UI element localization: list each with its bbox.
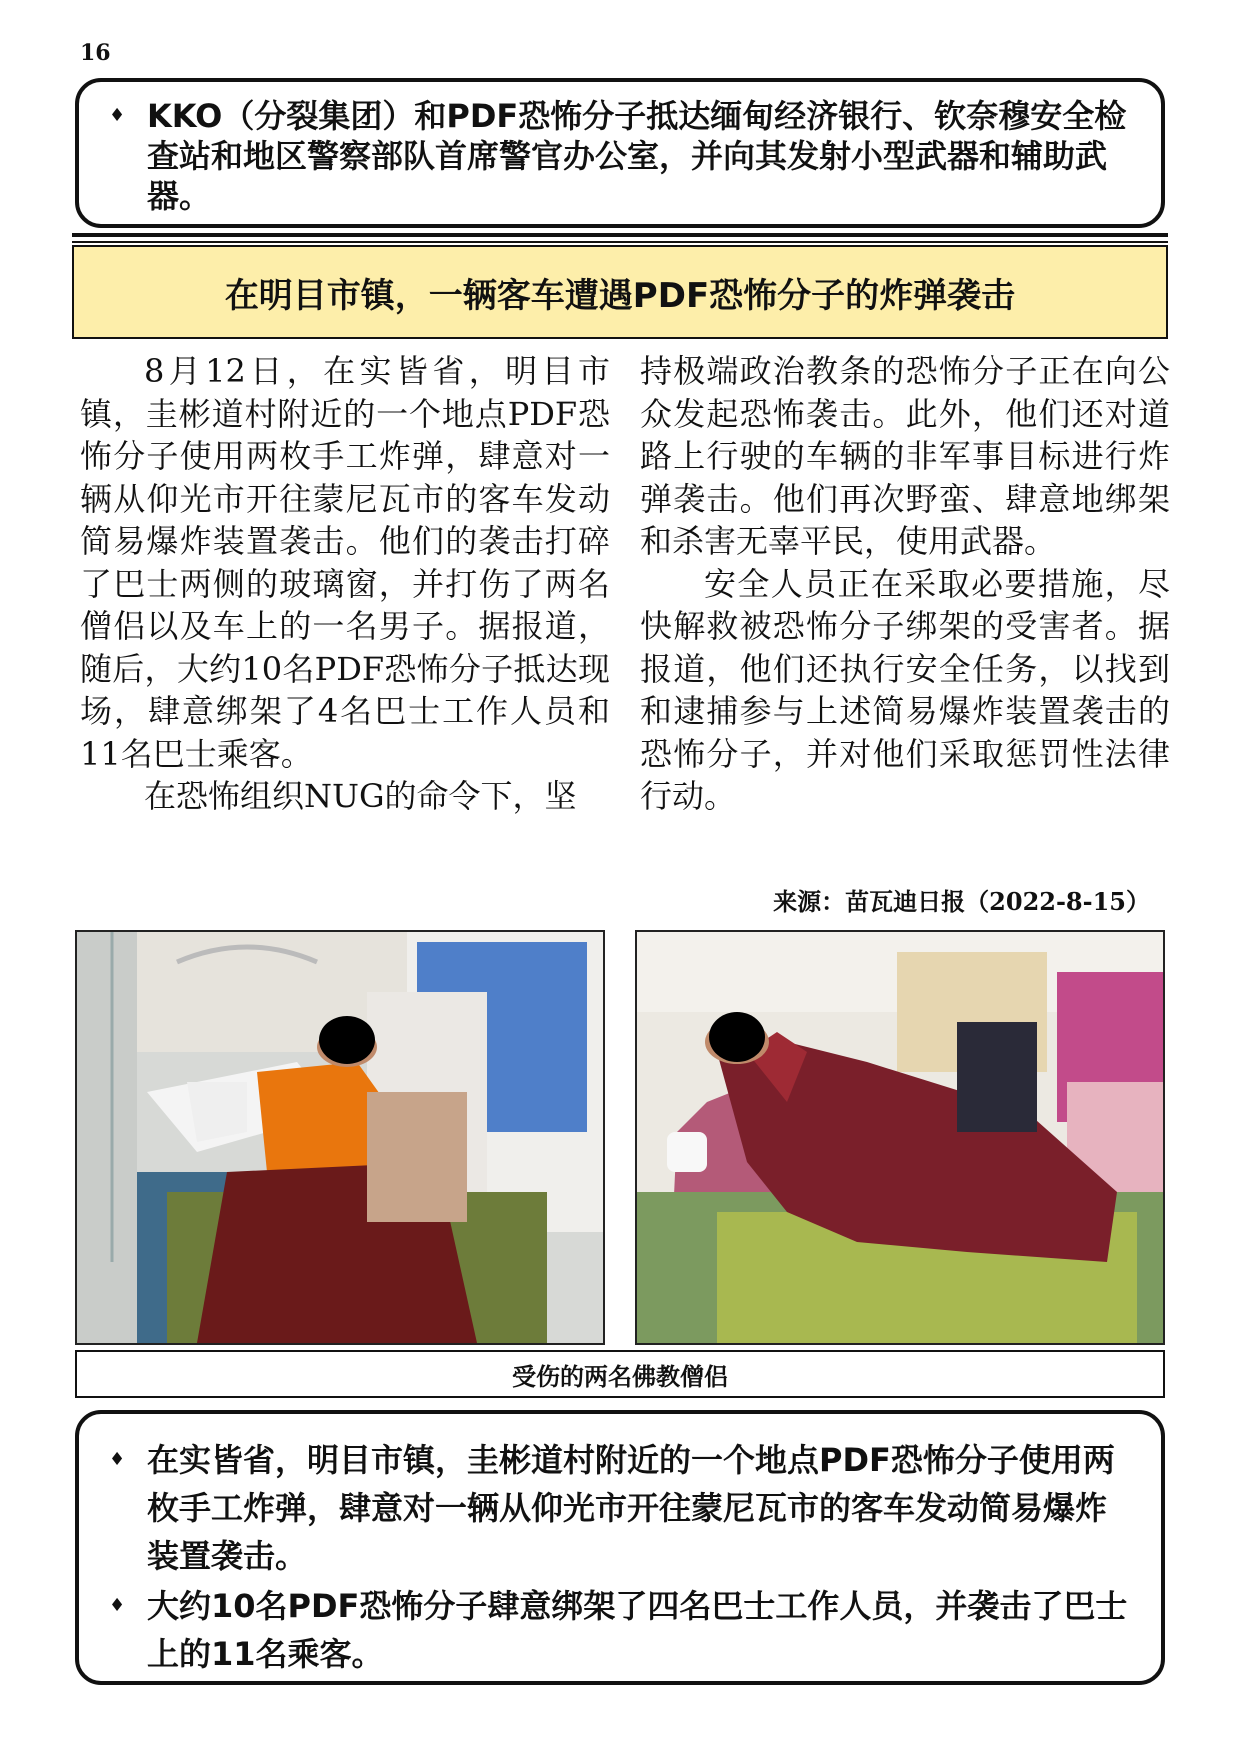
bullet-text: 在实皆省，明目市镇，圭彬道村附近的一个地点PDF恐怖分子使用两枚手工炸弹，肆意对一辆从仰光市开往蒙尼瓦市的客车发动简易爆炸装置袭击。 [147,1441,1115,1575]
article-column-right [640,350,1170,818]
article-headline: 在明目市镇，一辆客车遭遇PDF恐怖分子的炸弹袭击 [72,245,1168,339]
divider-thin [72,241,1168,243]
article-paragraph: 持极端政治教条的恐怖分子正在向公众发起恐怖袭击。此外，他们还对道路上行驶的车辆的非军事目标进行炸弹袭击。他们再次野蛮、肆意地绑架和杀害无辜平民，使用武器。 [640,352,1170,560]
photo-injured-monk-1 [75,930,605,1345]
summary-box-top [75,78,1165,228]
bullet-item [109,1582,1131,1678]
article-paragraph: 安全人员正在采取必要措施，尽快解救被恐怖分子绑架的受害者。据报道，他们还执行安全任务，以找到和逮捕参与上述简易爆炸装置袭击的恐怖分子，并对他们采取惩罚性法律行动。 [640,564,1170,815]
divider-thick [72,233,1168,237]
article-paragraph: 在恐怖组织NUG的命令下，坚 [144,777,577,815]
diamond-bullet-icon: ♦ [109,1449,126,1470]
article-paragraph: 8月12日，在实皆省，明目市镇，圭彬道村附近的一个地点PDF恐怖分子使用两枚手工炸弹，肆意对一辆从仰光市开往蒙尼瓦市的客车发动简易爆炸装置袭击。他们的袭击打碎了巴士两侧的玻璃窗，并打伤了两名僧侣以及车上的一名男子。据报道，随后，大约10名PDF恐怖分子抵达现场，肆意绑架了4名巴士工作人员和11名巴士乘客。 [80,352,610,773]
bullet-item [109,1436,1131,1580]
photo-caption: 受伤的两名佛教僧侣 [75,1350,1165,1398]
photo-injured-monk-2 [635,930,1165,1345]
article-column-left [80,350,610,818]
page-number: 16 [80,40,111,66]
bullet-text: KKO（分裂集团）和PDF恐怖分子抵达缅甸经济银行、钦奈穆安全检查站和地区警察部队首席警官办公室，并向其发射小型武器和辅助武器。 [147,97,1127,215]
article-source: 来源：苗瓦迪日报（2022-8-15） [773,887,1150,916]
diamond-bullet-icon: ♦ [109,105,126,126]
bullet-text: 大约10名PDF恐怖分子肆意绑架了四名巴士工作人员，并袭击了巴士上的11名乘客。 [147,1587,1128,1673]
summary-box-bottom [75,1410,1165,1685]
bullet-item [109,96,1131,216]
diamond-bullet-icon: ♦ [109,1595,126,1616]
